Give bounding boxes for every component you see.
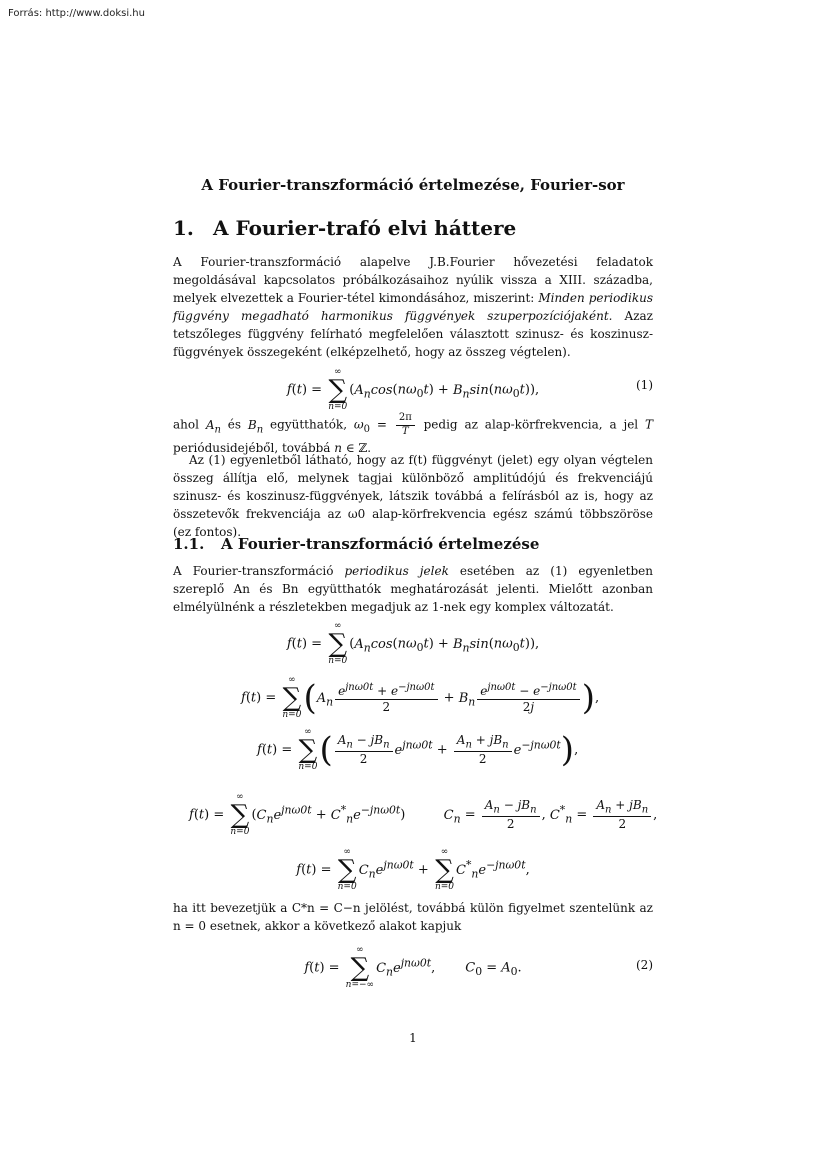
paragraph-periodic: A Fourier-transzformáció periodikus jelek esetében az (1) egyenletben szereplő An és Bn együtthatók meghatározását jelenti. Mielőtt azonban elmélyülnénk a részletekben megadjuk az 1-nek egy komplex változatát. — [173, 564, 654, 614]
paragraph-intro: A Fourier-transzformáció alapelve J.B.Fourier hővezetési feladatok megoldásával kapcsolatos próbálkozásaihoz nyúlik vissza a XIII. századba, melyek elvezettek a Fourier-tétel kimondásához, miszerint: Minden periodikus függvény megadható harmonikus függvények szuperpozíciójaként. Azaz tetszőleges függvény felírható megfelelően választott szinusz- és koszinusz-függvények összegeként (elképzelhető, hogy az összeg végtelen). — [173, 255, 653, 359]
subsection-number: 1.1. — [173, 535, 205, 553]
page-number: 1 — [409, 1031, 417, 1045]
equation-1: f(t) = ∞ ∑ n=0 $(A_n\cos(n\omega_0t) + B_n\sin(n\omega_0t))$, (1) — [286, 367, 653, 412]
document-title: A Fourier-transzformáció értelmezése, Fourier-sor — [201, 176, 625, 194]
equation-number: (2) — [636, 958, 653, 972]
paragraph-notation: ha itt bevezetjük a C*n = C−n jelölést, továbbá külön figyelmet szentelünk az n = 0 esetnek, akkor a következő alakot kapjuk — [173, 901, 653, 933]
equation-real-form: f(t) = ∞ ∑ n=0 $(A_n\cos(n\omega_0t) + B_n\sin(n\omega_0t))$, — [286, 621, 540, 666]
section-1-1-heading — [173, 535, 539, 553]
equation-number: (1) — [636, 378, 653, 392]
section-title: A Fourier-trafó elvi háttere — [213, 216, 517, 240]
subsection-title: A Fourier-transzformáció értelmezése — [221, 535, 540, 553]
source-label: Forrás: http://www.doksi.hu — [8, 8, 145, 19]
equation-regrouped: f(t) = ∞ ∑ n=0 ( $\frac{A_n - jB_n}{2}$ $e^{jn\omega 0t}$ + $\frac{A_n + jB_n}{2}$ $e^{-jn\omega 0t}$), — [257, 727, 579, 772]
paragraph-coefficients: ahol $A_n$ és $B_n$ együtthatók, $\omega_0$ = $\frac{2\pi}{T}$ pedig az alap-körfrekvencia, a jel T periódusidejéből, továbbá n ∈ ℤ. — [173, 412, 654, 455]
equation-split-sum: f(t) = ∞ ∑ n=0 $C_ne^{jn\omega 0t}$ + ∞ ∑ n=0 $C^*_ne^{-jn\omega 0t}$, — [296, 847, 530, 892]
equation-exponential: f(t) = ∞ ∑ n=0 ($A_n$ $\frac{e^{jn\omega 0t} + e^{-jn\omega 0t}}{2}$ + $B_n$ $\frac{e^{jn\omega 0t} - e^{-jn\omega 0t}}{2j}$ ), — [241, 675, 600, 720]
paragraph-explanation: Az (1) egyenletből látható, hogy az f(t) függvényt (jelet) egy olyan végtelen összeg állítja elő, melynek tagjai különböző amplitúdójú és frekvenciájú szinusz- és koszinusz-függvények, látszik továbbá a felírásból az is, hogy az összetevők frekvenciája az ω0 alap-körfrekvencia egész számú többszöröse (ez fontos). — [173, 453, 653, 539]
section-1-heading — [173, 216, 516, 240]
equation-2: f(t) = ∞ ∑ n=−∞ $C_ne^{jn\omega 0t}$, $C_0 = A_0$. (2) — [304, 945, 653, 990]
equation-complex-coefficients: f(t) = ∞ ∑ n=0 $(C_ne^{jn\omega 0t} + C^*_ne^{-jn\omega 0t}) C_n$ = $\frac{A_n - jB_n}{2}$ , $C^*_n$ = $\frac{A_n + jB_n}{2}$ , — [189, 792, 658, 837]
section-number: 1. — [173, 216, 194, 240]
